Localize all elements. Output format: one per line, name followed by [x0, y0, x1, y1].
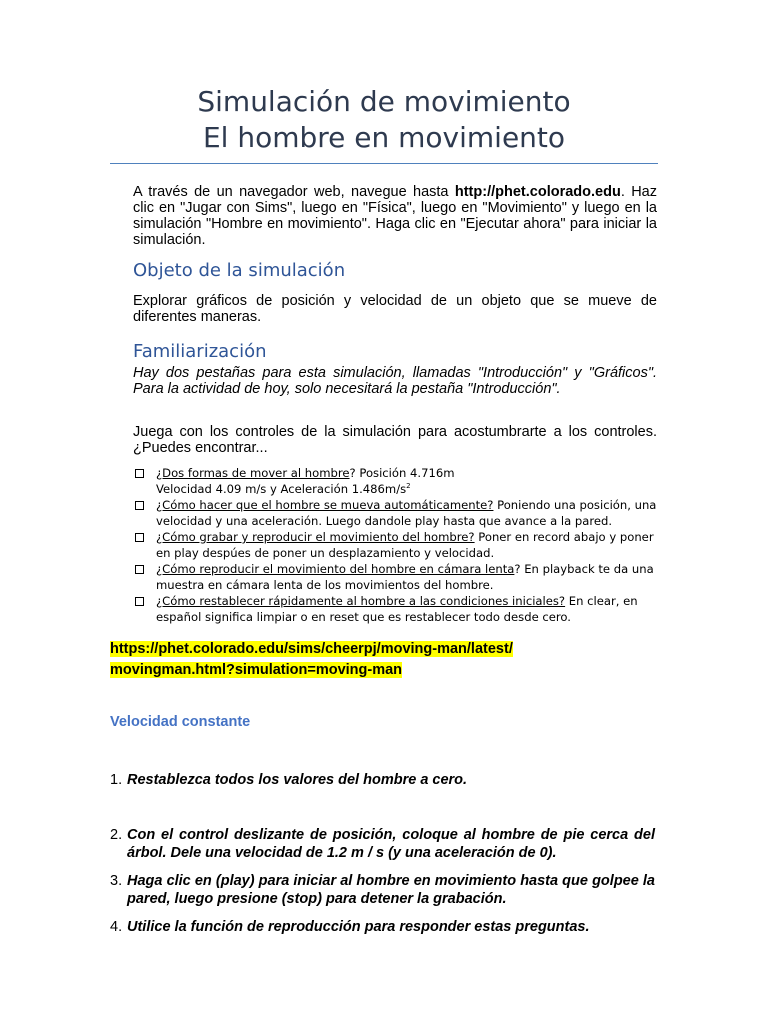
checklist-answer-line2: Velocidad 4.09 m/s y Aceleración 1.486m/s	[156, 482, 407, 496]
checklist-question: ¿Cómo restablecer rápidamente al hombre a las condiciones iniciales?	[156, 594, 566, 608]
checklist-item	[133, 561, 663, 593]
step-text: Con el control deslizante de posición, coloque al hombre de pie cerca del árbol. Dele una velocidad de 1.2 m / s (y una aceleración de 0).	[127, 827, 655, 861]
heading-velocidad-constante: Velocidad constante	[110, 714, 251, 730]
checklist-answer: Poniendo una posición, una velocidad y una aceleración. Luego dandole play hasta que avance a la pared.	[156, 498, 657, 528]
checklist-item	[133, 465, 663, 497]
checkbox-icon	[135, 597, 144, 606]
intro-url: http://phet.colorado.edu	[454, 184, 621, 200]
checklist	[133, 465, 663, 625]
simulation-link[interactable]	[110, 639, 670, 681]
title-divider	[110, 163, 658, 164]
intro-text-pre: A través de un navegador web, navegue hasta	[133, 184, 455, 200]
heading-objeto: Objeto de la simulación	[133, 260, 346, 281]
checkbox-icon	[135, 533, 144, 542]
heading-familiarizacion: Familiarización	[133, 341, 267, 362]
step-text: Utilice la función de reproducción para responder estas preguntas.	[127, 919, 590, 935]
step-item	[110, 826, 655, 862]
checklist-answer: ? En playback te da una muestra en cámara lenta de los movimientos del hombre.	[156, 562, 654, 592]
checklist-item	[133, 593, 663, 625]
link-line-2[interactable]: movingman.html?simulation=moving-man	[110, 662, 403, 678]
page-title	[0, 84, 768, 156]
step-number: 4.	[110, 919, 123, 935]
link-line-1[interactable]: https://phet.colorado.edu/sims/cheerpj/moving-man/latest/	[110, 641, 513, 657]
checklist-question: ¿Cómo grabar y reproducir el movimiento del hombre?	[156, 530, 475, 544]
familiarizacion-italic-paragraph: Hay dos pestañas para esta simulación, llamadas "Introducción" y "Gráficos". Para la actividad de hoy, solo necesitará la pestaña "Introducción".	[133, 365, 657, 397]
step-item	[110, 918, 655, 936]
checklist-question: ¿Cómo reproducir el movimiento del hombre en cámara lenta	[156, 562, 515, 576]
checkbox-icon	[135, 565, 144, 574]
checkbox-icon	[135, 501, 144, 510]
title-line-2: El hombre en movimiento	[202, 121, 566, 154]
checklist-item	[133, 529, 663, 561]
step-number: 2.	[110, 827, 123, 843]
checklist-answer: ? Posición 4.716m	[349, 466, 455, 480]
checklist-question: ¿Dos formas de mover al hombre	[156, 466, 350, 480]
checklist-answer: Poner en record abajo y poner en play despúes de poner un desplazamiento y velocidad.	[156, 530, 654, 560]
objeto-paragraph: Explorar gráficos de posición y velocidad de un objeto que se mueve de diferentes maneras.	[133, 293, 657, 325]
checklist-answer: En clear, en español significa limpiar o en reset que es restablecer todo desde cero.	[156, 594, 638, 624]
step-number: 1.	[110, 772, 123, 788]
familiarizacion-paragraph: Juega con los controles de la simulación para acostumbrarte a los controles. ¿Puedes encontrar...	[133, 424, 657, 456]
step-text: Haga clic en (play) para iniciar al hombre en movimiento hasta que golpee la pared, luego presione (stop) para detener la grabación.	[127, 873, 655, 907]
step-item	[110, 872, 655, 908]
checklist-item	[133, 497, 663, 529]
checkbox-icon	[135, 469, 144, 478]
title-line-1: Simulación de movimiento	[197, 85, 571, 118]
step-item	[110, 771, 655, 789]
superscript: 2	[406, 482, 411, 491]
intro-text-post: . Haz clic en "Jugar con Sims", luego en "Física", luego en "Movimiento" y luego en la simulación "Hombre en movimiento". Haga clic en "Ejecutar ahora" para iniciar la simulación.	[133, 184, 658, 248]
step-text: Restablezca todos los valores del hombre a cero.	[127, 772, 468, 788]
checklist-question: ¿Cómo hacer que el hombre se mueva automáticamente?	[156, 498, 494, 512]
intro-paragraph	[133, 184, 657, 248]
step-number: 3.	[110, 873, 123, 889]
